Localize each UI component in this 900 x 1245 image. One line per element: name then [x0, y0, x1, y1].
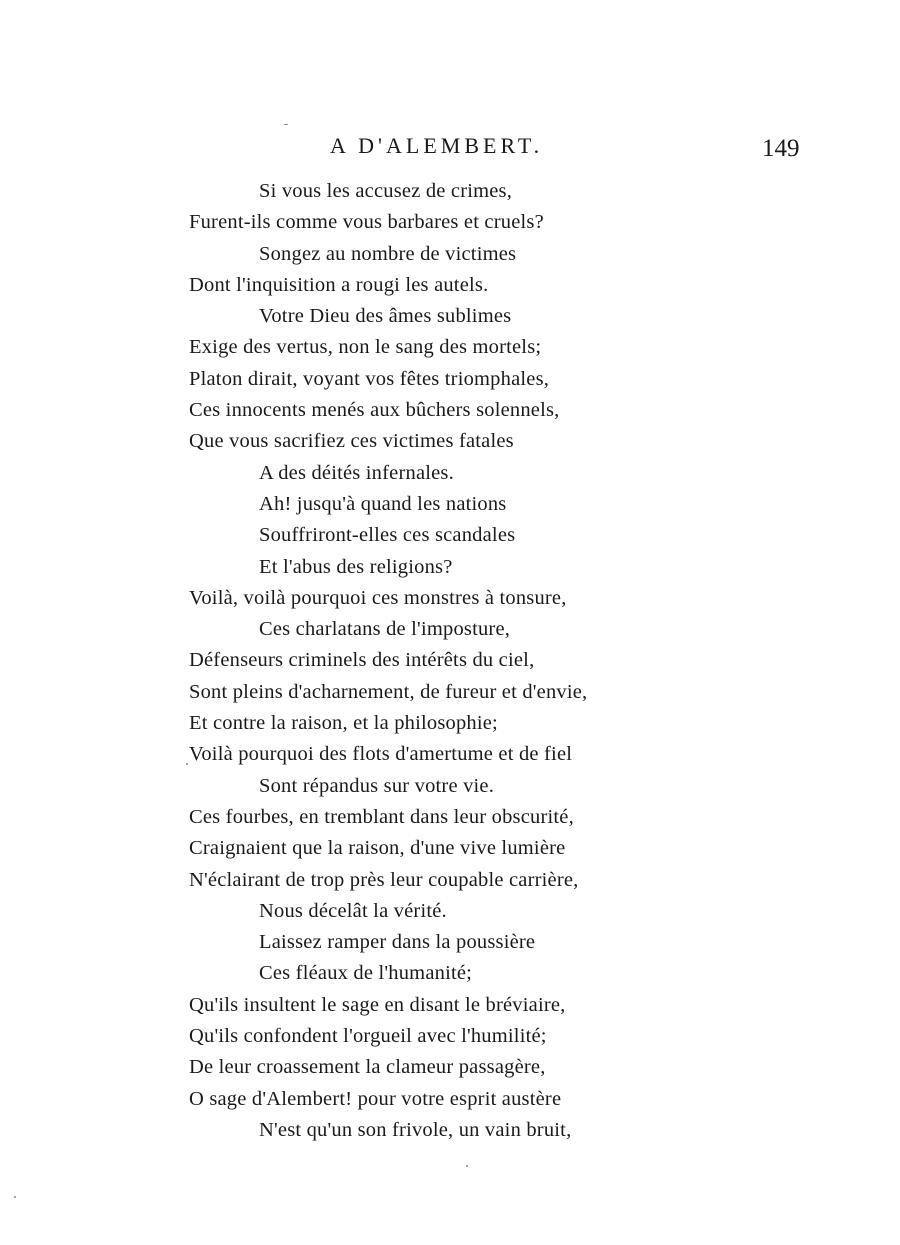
verse-line: Laissez ramper dans la poussière [259, 931, 536, 954]
verse-line: Nous décelât la vérité. [259, 899, 447, 922]
verse-line: Exige des vertus, non le sang des mortels; [189, 336, 542, 359]
verse-line: Et l'abus des religions? [259, 555, 453, 578]
verse-line: Votre Dieu des âmes sublimes [259, 305, 512, 328]
verse-line: Qu'ils confondent l'orgueil avec l'humilité; [189, 1025, 547, 1048]
verse-line: Platon dirait, voyant vos fêtes triomphales, [189, 367, 550, 390]
verse-line: Et contre la raison, et la philosophie; [189, 712, 498, 735]
paper-speck [284, 124, 288, 125]
page-header [0, 133, 900, 165]
verse-line: Sont répandus sur votre vie. [259, 774, 495, 797]
verse-line: Que vous sacrifiez ces victimes fatales [189, 430, 514, 453]
paper-speck [466, 1165, 468, 1167]
verse-line: N'éclairant de trop près leur coupable carrière, [189, 868, 579, 891]
verse-line: Voilà pourquoi des flots d'amertume et de fiel [189, 743, 573, 766]
verse-line: Qu'ils insultent le sage en disant le bréviaire, [189, 993, 566, 1016]
verse-line: O sage d'Alembert! pour votre esprit austère [189, 1087, 562, 1110]
verse-line: Défenseurs criminels des intérêts du ciel, [189, 649, 535, 672]
running-title: A D'ALEMBERT. [330, 133, 544, 158]
verse-line: Si vous les accusez de crimes, [259, 180, 513, 202]
verse-line: Furent-ils comme vous barbares et cruels? [189, 211, 544, 234]
verse-line: Souffriront-elles ces scandales [259, 524, 516, 547]
verse-line: Ces fléaux de l'humanité; [259, 962, 473, 985]
verse-line: Songez au nombre de victimes [259, 242, 517, 265]
verse-line: Ces innocents menés aux bûchers solennels, [189, 399, 560, 422]
verse-line: Ces charlatans de l'imposture, [259, 618, 511, 641]
verse-line: Voilà, voilà pourquoi ces monstres à tonsure, [189, 586, 567, 609]
verse-line: Craignaient que la raison, d'une vive lumière [189, 837, 566, 860]
poem-body [189, 176, 829, 1146]
verse-line: Dont l'inquisition a rougi les autels. [189, 273, 489, 296]
verse-line: Sont pleins d'acharnement, de fureur et d'envie, [189, 680, 588, 703]
verse-line: A des déités infernales. [259, 461, 454, 484]
verse-line: Ces fourbes, en tremblant dans leur obscurité, [189, 805, 574, 828]
verse-line: De leur croassement la clameur passagère, [189, 1056, 546, 1079]
verse-line: N'est qu'un son frivole, un vain bruit, [259, 1118, 572, 1141]
page-number: 149 [762, 135, 800, 162]
verse-line: Ah! jusqu'à quand les nations [259, 492, 507, 515]
paper-speck [186, 763, 188, 765]
paper-speck [14, 1196, 16, 1198]
